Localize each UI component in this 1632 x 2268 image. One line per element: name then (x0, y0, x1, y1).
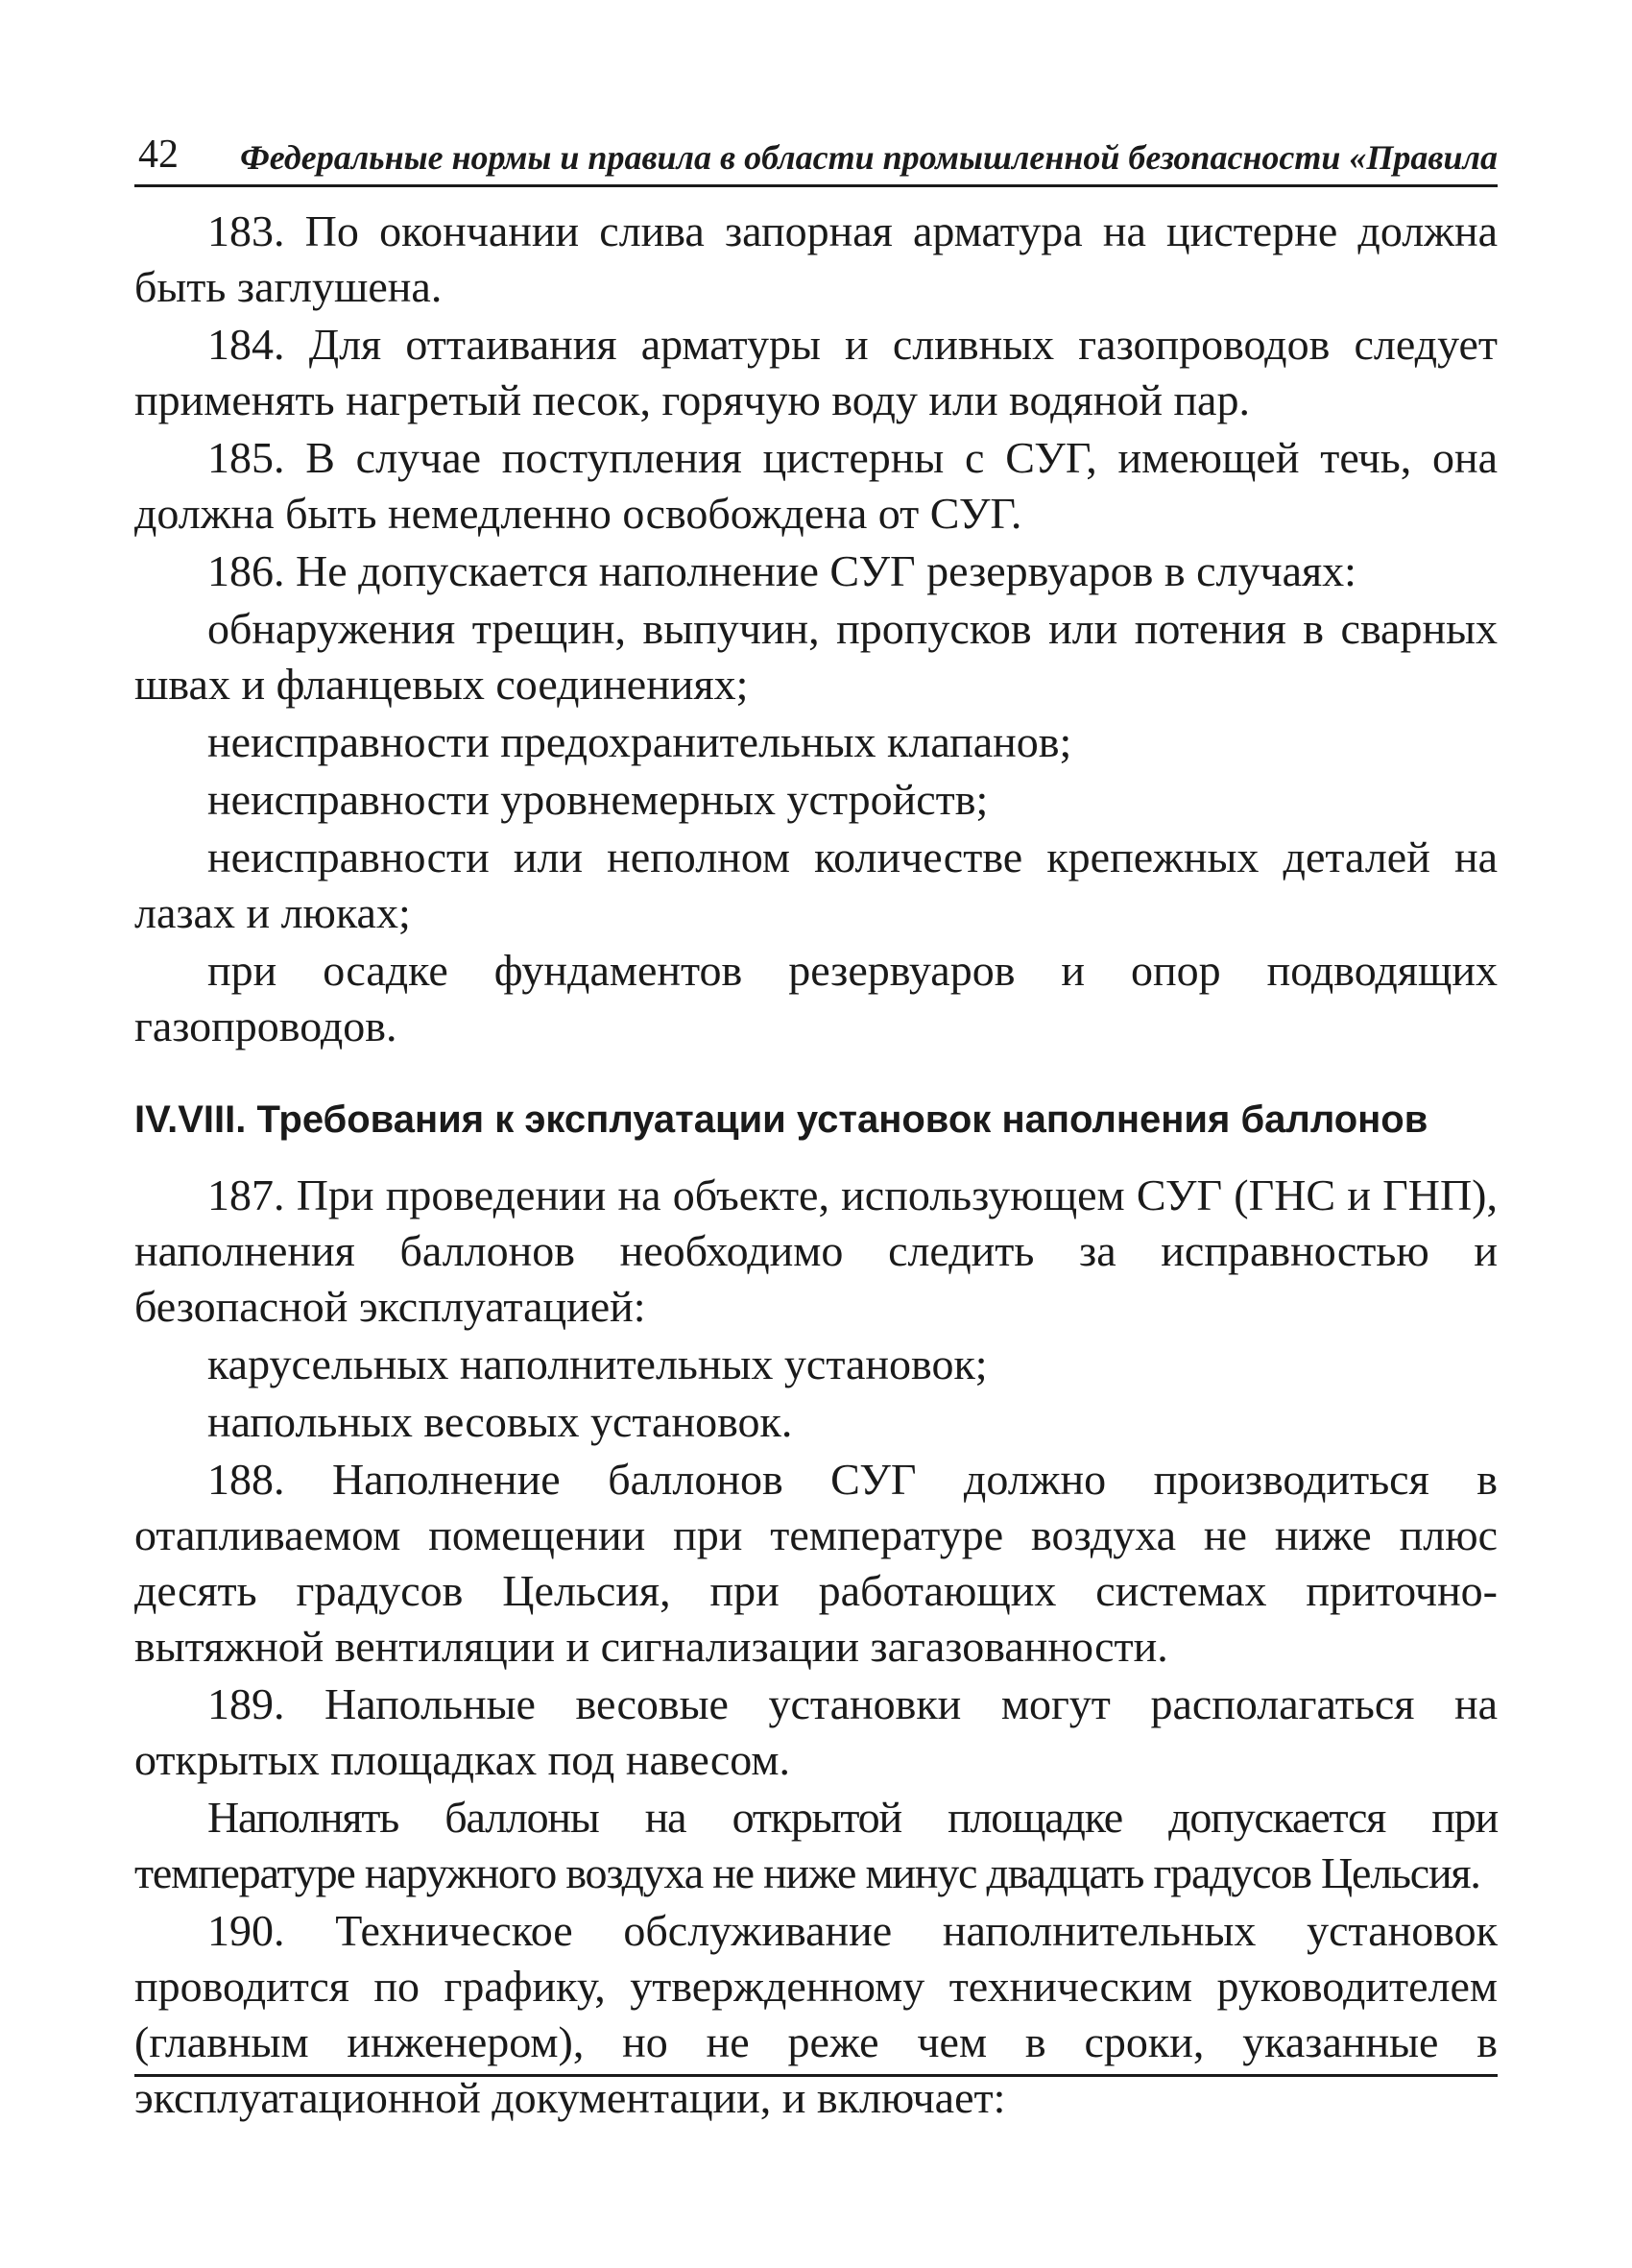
list-item-fasteners: неисправности или неполном количестве крепежных деталей на лазах и люках; (134, 832, 1498, 937)
list-item-level-gauges: неисправности уровнемерных устройств; (207, 775, 989, 824)
document-page (134, 0, 1498, 2268)
paragraph-187: 187. При проведении на объекте, использующем СУГ (ГНС и ГНП), наполнения баллонов необходимо следить за исправностью и безопасной эксплуатацией: (134, 1170, 1498, 1331)
paragraph-185: 185. В случае поступления цистерны с СУГ, имеющей течь, она должна быть немедленно освобождена от СУГ. (134, 433, 1498, 538)
running-header (134, 127, 1498, 187)
running-header-title: Федеральные нормы и правила в области промышленной безопасности «Правила (240, 138, 1498, 177)
page-number: 42 (138, 133, 179, 177)
paragraph-189: 189. Напольные весовые установки могут располагаться на открытых площадках под навесом. (134, 1679, 1498, 1784)
paragraph-189-continuation: Наполнять баллоны на открытой площадке допускается при температуре наружного воздуха не ниже минус двадцать градусов Цельсия. (134, 1793, 1498, 1897)
paragraph-183: 183. По окончании слива запорная арматура на цистерне должна быть заглушена. (134, 206, 1498, 311)
body-text (134, 204, 1498, 2128)
paragraph-186: 186. Не допускается наполнение СУГ резервуаров в случаях: (207, 546, 1356, 595)
paragraph-190: 190. Техническое обслуживание наполнительных установок проводится по графику, утвержденному техническим руководителем (главным инженером), но не реже чем в сроки, указанные в эксплуатационной документации, и включает: (134, 1906, 1498, 2122)
footer-rule (134, 2074, 1498, 2077)
list-item-safety-valves: неисправности предохранительных клапанов; (207, 717, 1072, 766)
section-heading: IV.VIII. Требования к эксплуатации установок наполнения баллонов (134, 1098, 1428, 1141)
paragraph-184: 184. Для оттаивания арматуры и сливных газопроводов следует применять нагретый песок, горячую воду или водяной пар. (134, 320, 1498, 424)
list-item-floor-scale-units: напольных весовых установок. (207, 1397, 793, 1446)
list-item-carousel-units: карусельных наполнительных установок; (207, 1339, 988, 1388)
paragraph-188: 188. Наполнение баллонов СУГ должно производиться в отапливаемом помещении при температуре воздуха не ниже плюс десять градусов Цельсия, при работающих системах приточно-вытяжной вентиляции и сигнализации загазованности. (134, 1455, 1498, 1671)
list-item-cracks: обнаружения трещин, выпучин, пропусков или потения в сварных швах и фланцевых соединениях; (134, 604, 1498, 709)
list-item-foundation-settlement: при осадке фундаментов резервуаров и опор подводящих газопроводов. (134, 946, 1498, 1050)
